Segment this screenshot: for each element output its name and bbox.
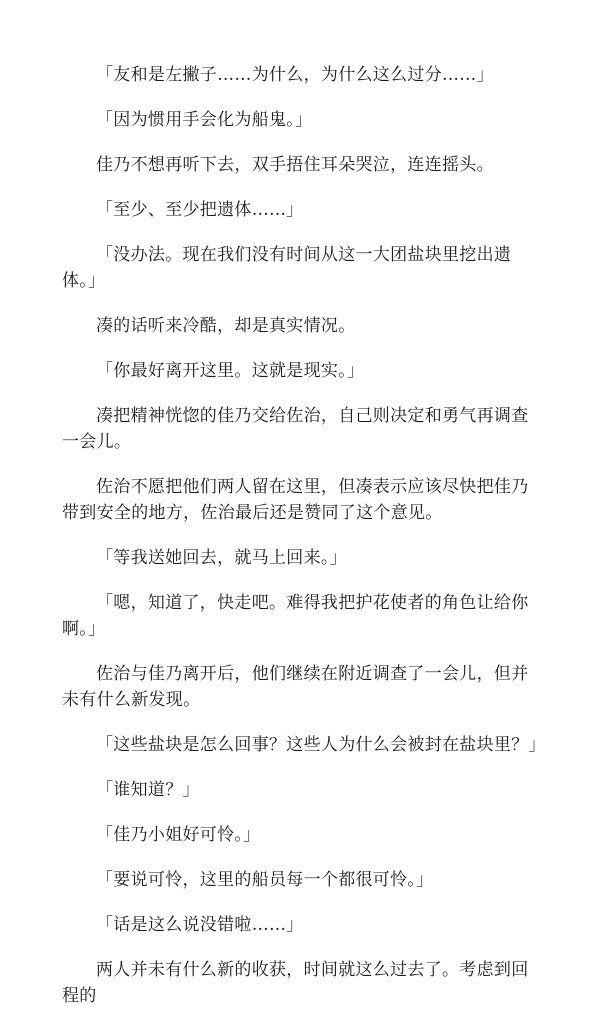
paragraph-14: 「谁知道？」	[96, 780, 200, 800]
paragraph-1: 「友和是左撇子……为什么，为什么这么过分……」	[96, 65, 494, 85]
paragraph-13: 「这些盐块是怎么回事？这些人为什么会被封在盐块里？」	[96, 735, 546, 755]
paragraph-9: 佐治不愿把他们两人留在这里，但凑表示应该尽快把佳乃带到安全的地方，佐治最后还是赞同了这个意见。	[62, 477, 529, 523]
paragraph-7: 「你最好离开这里。这就是现实。」	[96, 361, 365, 381]
paragraph-6: 凑的话听来冷酷，却是真实情况。	[96, 316, 356, 336]
paragraph-17: 「话是这么说没错啦……」	[96, 915, 304, 935]
paragraph-16: 「要说可怜，这里的船员每一个都很可怜。」	[96, 870, 434, 890]
paragraph-11: 「嗯，知道了，快走吧。难得我把护花使者的角色让给你啊。」	[62, 593, 529, 639]
paragraph-8: 凑把精神恍惚的佳乃交给佐治，自己则决定和勇气再调查一会儿。	[62, 406, 529, 452]
paragraph-12: 佐治与佳乃离开后，他们继续在附近调查了一会儿，但并未有什么新发现。	[62, 664, 529, 710]
paragraph-5: 「没办法。现在我们没有时间从这一大团盐块里挖出遗体。」	[62, 245, 512, 291]
paragraph-15: 「佳乃小姐好可怜。」	[96, 825, 261, 845]
paragraph-3: 佳乃不想再听下去，双手捂住耳朵哭泣，连连摇头。	[96, 155, 494, 175]
paragraph-2: 「因为惯用手会化为船鬼。」	[96, 110, 313, 130]
paragraph-10: 「等我送她回去，就马上回来。」	[96, 548, 347, 568]
paragraph-4: 「至少、至少把遗体……」	[96, 200, 304, 220]
paragraph-18: 两人并未有什么新的收获，时间就这么过去了。考虑到回程的	[62, 960, 529, 1006]
